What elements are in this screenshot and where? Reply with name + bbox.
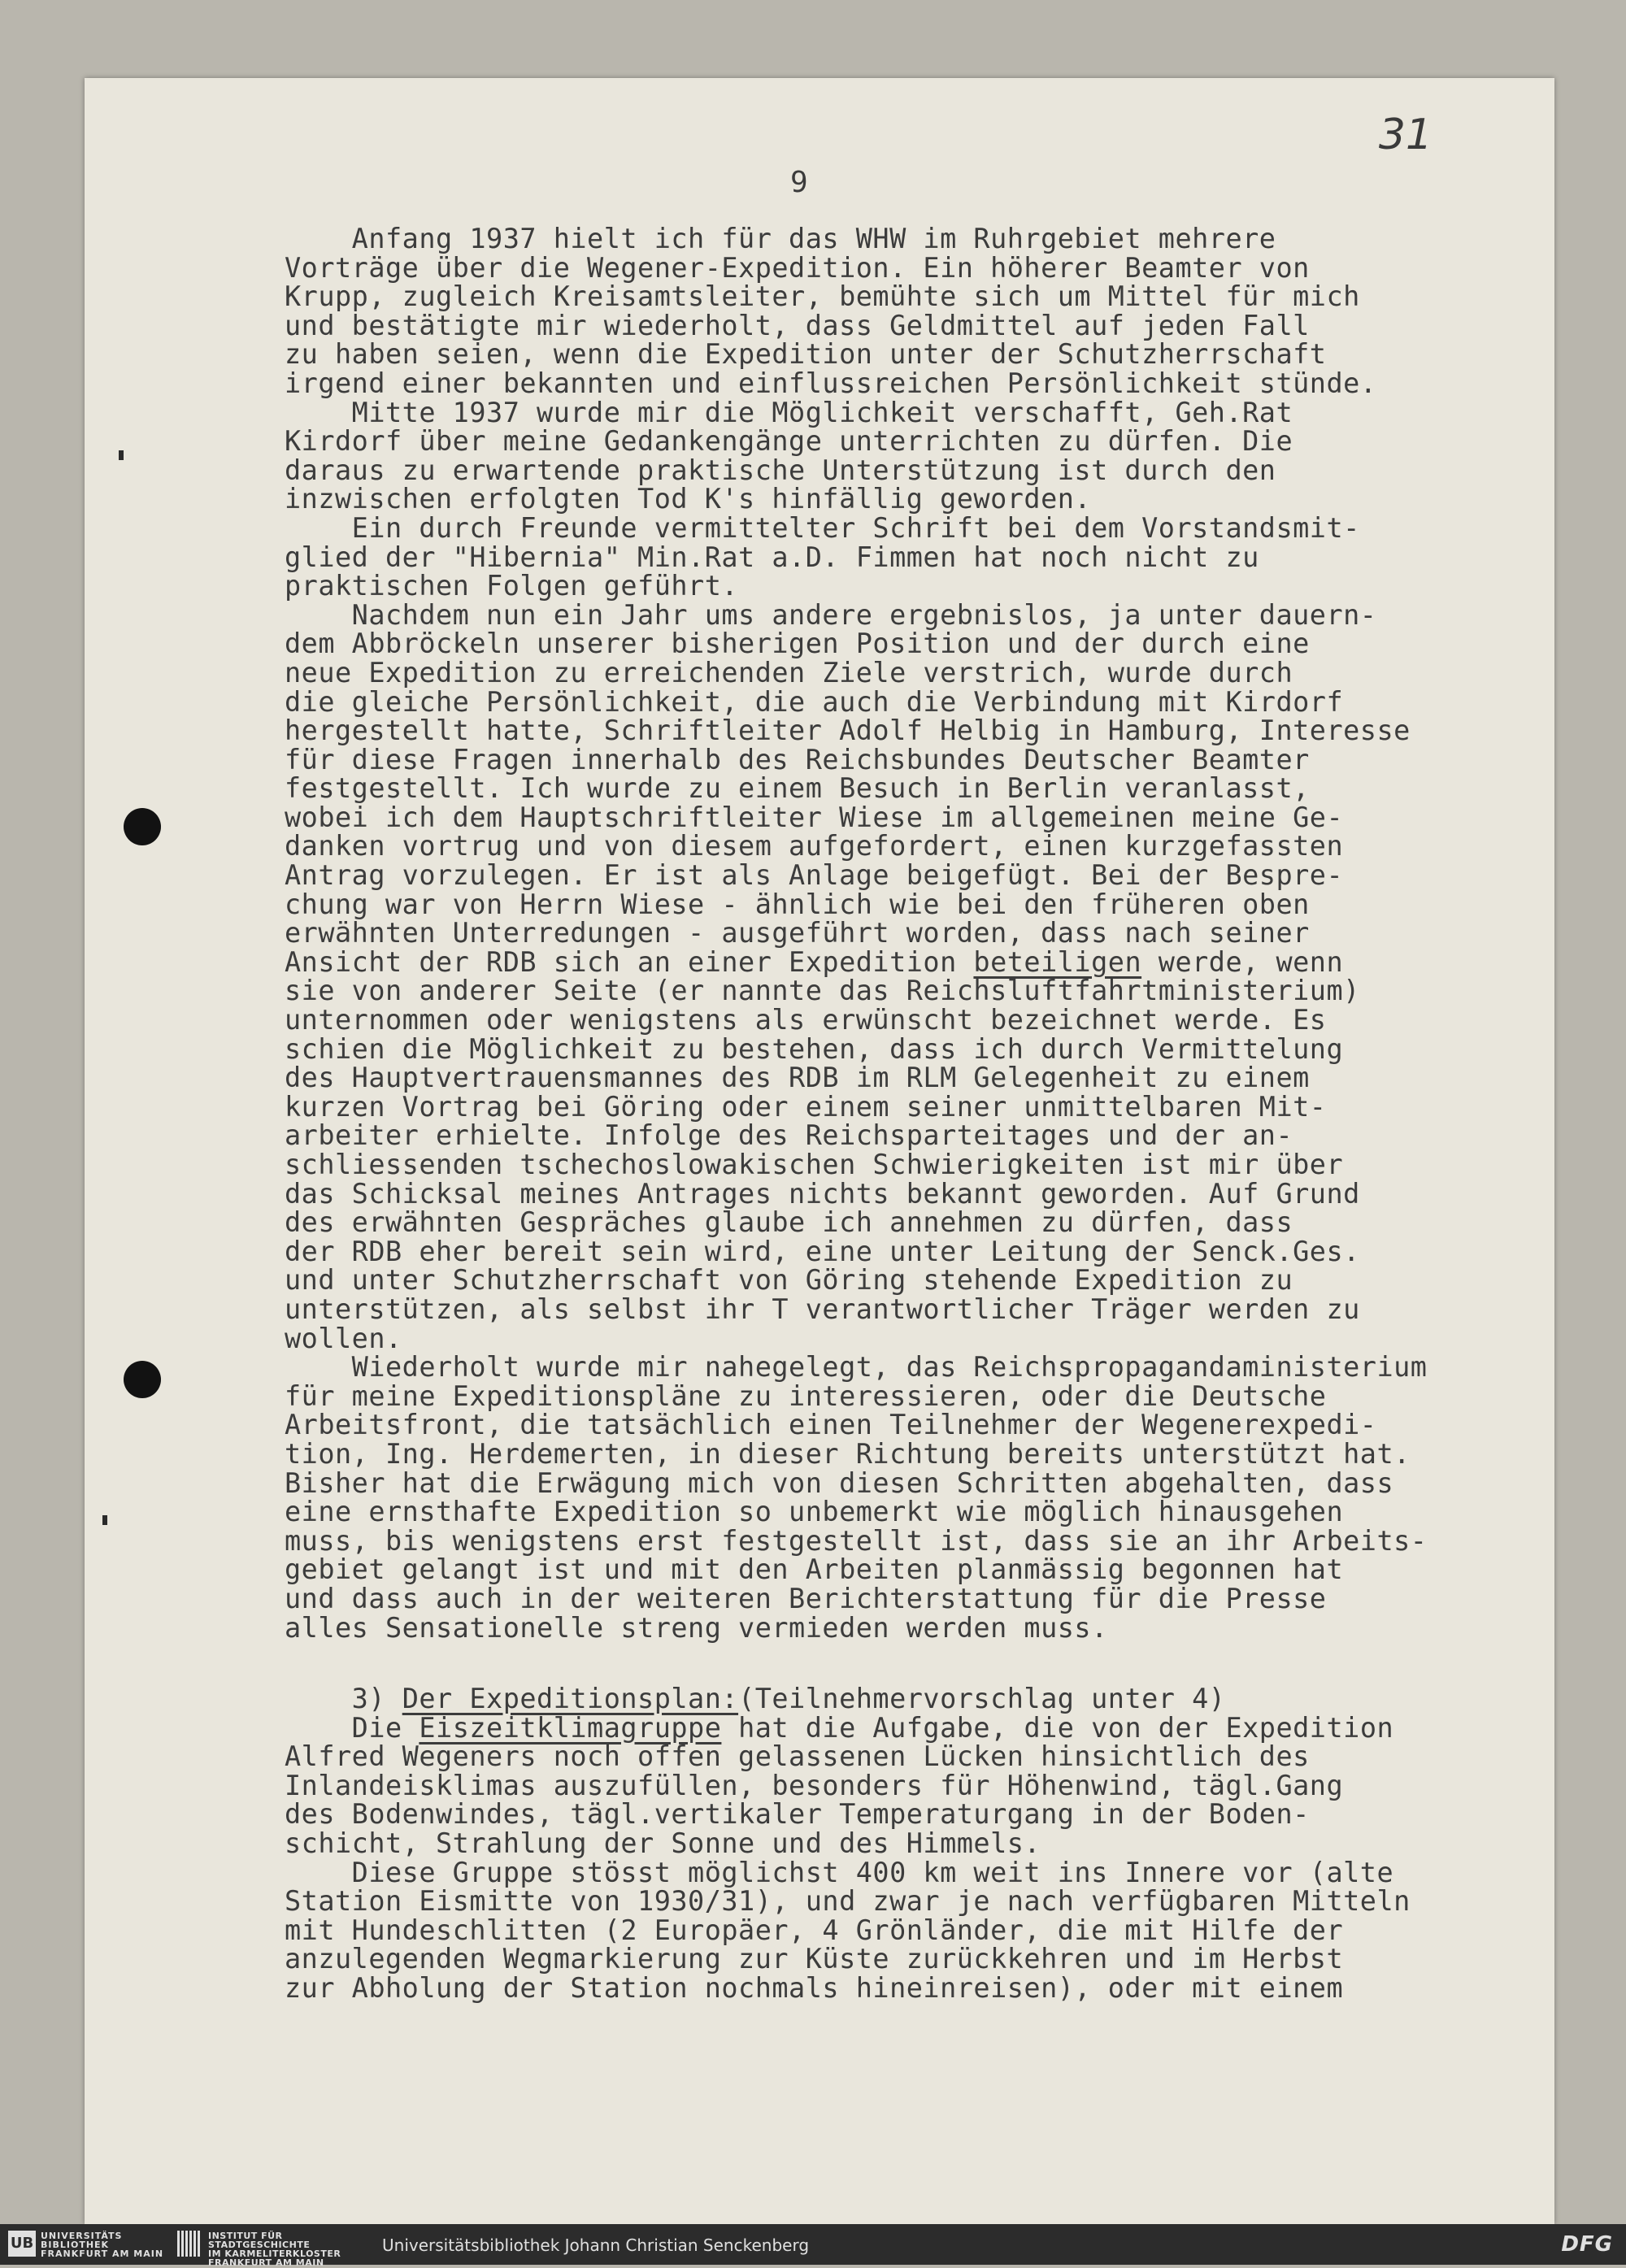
- ub-logo-text: UNIVERSITÄTS BIBLIOTHEK FRANKFURT AM MAIN: [41, 2231, 164, 2259]
- library-name: Universitätsbibliothek Johann Christian Senckenberg: [382, 2235, 810, 2255]
- underlined-word: Eiszeitklimagruppe: [419, 1711, 722, 1744]
- viewer-footer-bar: [0, 2224, 1626, 2268]
- underlined-word: beteiligen: [973, 945, 1142, 978]
- text-line: gebiet gelangt ist und mit den Arbeiten planmässig begonnen hat: [285, 1553, 1344, 1586]
- text-line: daraus zu erwartende praktische Unterstützung ist durch den: [285, 454, 1276, 486]
- paragraph-group-1: [285, 224, 1520, 948]
- text-line: tion, Ing. Herdemerten, in dieser Richtung bereits unterstützt hat.: [285, 1437, 1411, 1470]
- text-line: Bisher hat die Erwägung mich von diesen Schritten abgehalten, dass: [285, 1466, 1394, 1499]
- text-line: praktischen Folgen geführt.: [285, 570, 739, 602]
- section-note: (Teilnehmervorschlag unter 4): [738, 1683, 1226, 1715]
- text-line: sie von anderer Seite (er nannte das Reichsluftfahrtministerium): [285, 975, 1360, 1007]
- text-line: des Bodenwindes, tägl.vertikaler Temperaturgang in der Boden-: [285, 1798, 1310, 1831]
- text-line: Inlandeisklimas auszufüllen, besonders für Höhenwind, tägl.Gang: [285, 1769, 1344, 1801]
- text-line: schliessenden tschechoslowakischen Schwierigkeiten ist mir über: [285, 1149, 1344, 1180]
- text-line: erwähnten Unterredungen - ausgeführt worden, dass nach seiner: [285, 917, 1310, 949]
- text-line: unterstützen, als selbst ihr T verantwortlicher Träger werden zu: [285, 1293, 1360, 1325]
- text-line: danken vortrug und von diesem aufgefordert, einen kurzgefassten: [285, 830, 1344, 862]
- text-line: wobei ich dem Hauptschriftleiter Wiese im allgemeinen meine Ge-: [285, 801, 1344, 833]
- text-line: Die Eiszeitklimagruppe hat die Aufgabe, die von der Expedition: [285, 1711, 1394, 1744]
- institute-logo-icon: [177, 2231, 202, 2257]
- text-line: Ein durch Freunde vermittelter Schrift bei dem Vorstandsmit-: [285, 511, 1360, 544]
- margin-mark: [102, 1515, 107, 1525]
- text-line: Ansicht der RDB sich an einer Expedition beteiligen werde, wenn: [285, 945, 1344, 978]
- text-line: Kirdorf über meine Gedankengänge unterrichten zu dürfen. Die: [285, 425, 1293, 458]
- text-line: der RDB eher bereit sein wird, eine unter Leitung der Senck.Ges.: [285, 1235, 1360, 1267]
- text-line: Anfang 1937 hielt ich für das WHW im Ruhrgebiet mehrere: [285, 223, 1276, 254]
- text-line: Vorträge über die Wegener-Expedition. Ein höherer Beamter von: [285, 251, 1310, 284]
- folio-number: 31: [1378, 111, 1433, 159]
- text-line: unternommen oder wenigstens als erwünscht bezeichnet werde. Es: [285, 1004, 1327, 1036]
- institute-logo-text: INSTITUT FÜR STADTGESCHICHTE IM KARMELITERKLOSTER FRANKFURT AM MAIN: [208, 2231, 341, 2268]
- text-line: wollen.: [285, 1322, 402, 1354]
- text-line: zur Abholung der Station nochmals hineinreisen), oder mit einem: [285, 1972, 1344, 2005]
- paragraph-group-3: [285, 1740, 1520, 2005]
- text-line: neue Expedition zu erreichenden Ziele verstrich, wurde durch: [285, 656, 1293, 689]
- text-line: des Hauptvertrauensmannes des RDB im RLM Gelegenheit zu einem: [285, 1062, 1310, 1094]
- section-heading-line: 3) Der Expeditionsplan:(Teilnehmervorschlag unter 4): [285, 1683, 1226, 1715]
- text-line: festgestellt. Ich wurde zu einem Besuch in Berlin veranlasst,: [285, 772, 1310, 805]
- punch-hole-lower: [124, 1361, 161, 1398]
- text-line: anzulegenden Wegmarkierung zur Küste zurückkehren und im Herbst: [285, 1943, 1344, 1975]
- text-line: und bestätigte mir wiederholt, dass Geldmittel auf jeden Fall: [285, 309, 1310, 341]
- text-line: muss, bis wenigstens erst festgestellt ist, dass sie an ihr Arbeits-: [285, 1524, 1428, 1557]
- text-line: hergestellt hatte, Schriftleiter Adolf Helbig in Hamburg, Interesse: [285, 715, 1411, 747]
- text-line: zu haben seien, wenn die Expedition unter der Schutzherrschaft: [285, 338, 1327, 371]
- document-page: [85, 78, 1554, 2224]
- text-line: schicht, Strahlung der Sonne und des Himmels.: [285, 1827, 1041, 1860]
- text-line: inzwischen erfolgten Tod K's hinfällig geworden.: [285, 483, 1092, 515]
- text-line: Mitte 1937 wurde mir die Möglichkeit verschafft, Geh.Rat: [285, 396, 1293, 428]
- section-heading: Der Expeditionsplan:: [402, 1683, 739, 1715]
- text-line: alles Sensationelle streng vermieden werden muss.: [285, 1611, 1108, 1644]
- text-line: irgend einer bekannten und einflussreichen Persönlichkeit stünde.: [285, 367, 1377, 399]
- dfg-logo: DFG: [1561, 2232, 1613, 2257]
- text-line: kurzen Vortrag bei Göring oder einem seiner unmittelbaren Mit-: [285, 1090, 1327, 1123]
- text-line: arbeiter erhielte. Infolge des Reichsparteitages und der an-: [285, 1119, 1293, 1152]
- punch-hole-upper: [124, 808, 161, 845]
- text-line: dem Abbröckeln unserer bisherigen Position und der durch eine: [285, 628, 1310, 660]
- text-line: für meine Expeditionspläne zu interessieren, oder die Deutsche: [285, 1379, 1327, 1412]
- text-line: Diese Gruppe stösst möglichst 400 km weit ins Innere vor (alte: [285, 1856, 1394, 1888]
- ub-logo: UB: [8, 2231, 36, 2257]
- text-line: für diese Fragen innerhalb des Reichsbundes Deutscher Beamter: [285, 743, 1310, 776]
- text-line: Nachdem nun ein Jahr ums andere ergebnislos, ja unter dauern-: [285, 598, 1377, 631]
- text-line: und unter Schutzherrschaft von Göring stehende Expedition zu: [285, 1264, 1293, 1297]
- margin-mark: [119, 450, 124, 460]
- text-line: Antrag vorzulegen. Er ist als Anlage beigefügt. Bei der Bespre-: [285, 859, 1344, 892]
- text-line: mit Hundeschlitten (2 Europäer, 4 Grönländer, die mit Hilfe der: [285, 1914, 1344, 1946]
- paragraph-group-2: [285, 976, 1520, 1642]
- text-line: die gleiche Persönlichkeit, die auch die Verbindung mit Kirdorf: [285, 685, 1344, 718]
- text-line: eine ernsthafte Expedition so unbemerkt wie möglich hinausgehen: [285, 1496, 1344, 1528]
- text-line: und dass auch in der weiteren Berichterstattung für die Presse: [285, 1582, 1327, 1614]
- text-line: Arbeitsfront, die tatsächlich einen Teilnehmer der Wegenerexpedi-: [285, 1409, 1377, 1441]
- text-line: Krupp, zugleich Kreisamtsleiter, bemühte sich um Mittel für mich: [285, 280, 1360, 313]
- text-line: des erwähnten Gespräches glaube ich annehmen zu dürfen, dass: [285, 1206, 1293, 1239]
- text-line: Wiederholt wurde mir nahegelegt, das Reichspropagandaministerium: [285, 1351, 1428, 1384]
- page-number: 9: [790, 166, 808, 199]
- text-line: chung war von Herrn Wiese - ähnlich wie bei den früheren oben: [285, 888, 1310, 920]
- text-line: glied der "Hibernia" Min.Rat a.D. Fimmen hat noch nicht zu: [285, 541, 1259, 573]
- text-line: Alfred Wegeners noch offen gelassenen Lücken hinsichtlich des: [285, 1740, 1310, 1773]
- text-line: schien die Möglichkeit zu bestehen, dass ich durch Vermittelung: [285, 1032, 1344, 1065]
- typed-text-block: [285, 224, 1520, 2003]
- text-line: Station Eismitte von 1930/31), und zwar je nach verfügbaren Mitteln: [285, 1885, 1411, 1918]
- text-line: das Schicksal meines Antrages nichts bekannt geworden. Auf Grund: [285, 1177, 1360, 1210]
